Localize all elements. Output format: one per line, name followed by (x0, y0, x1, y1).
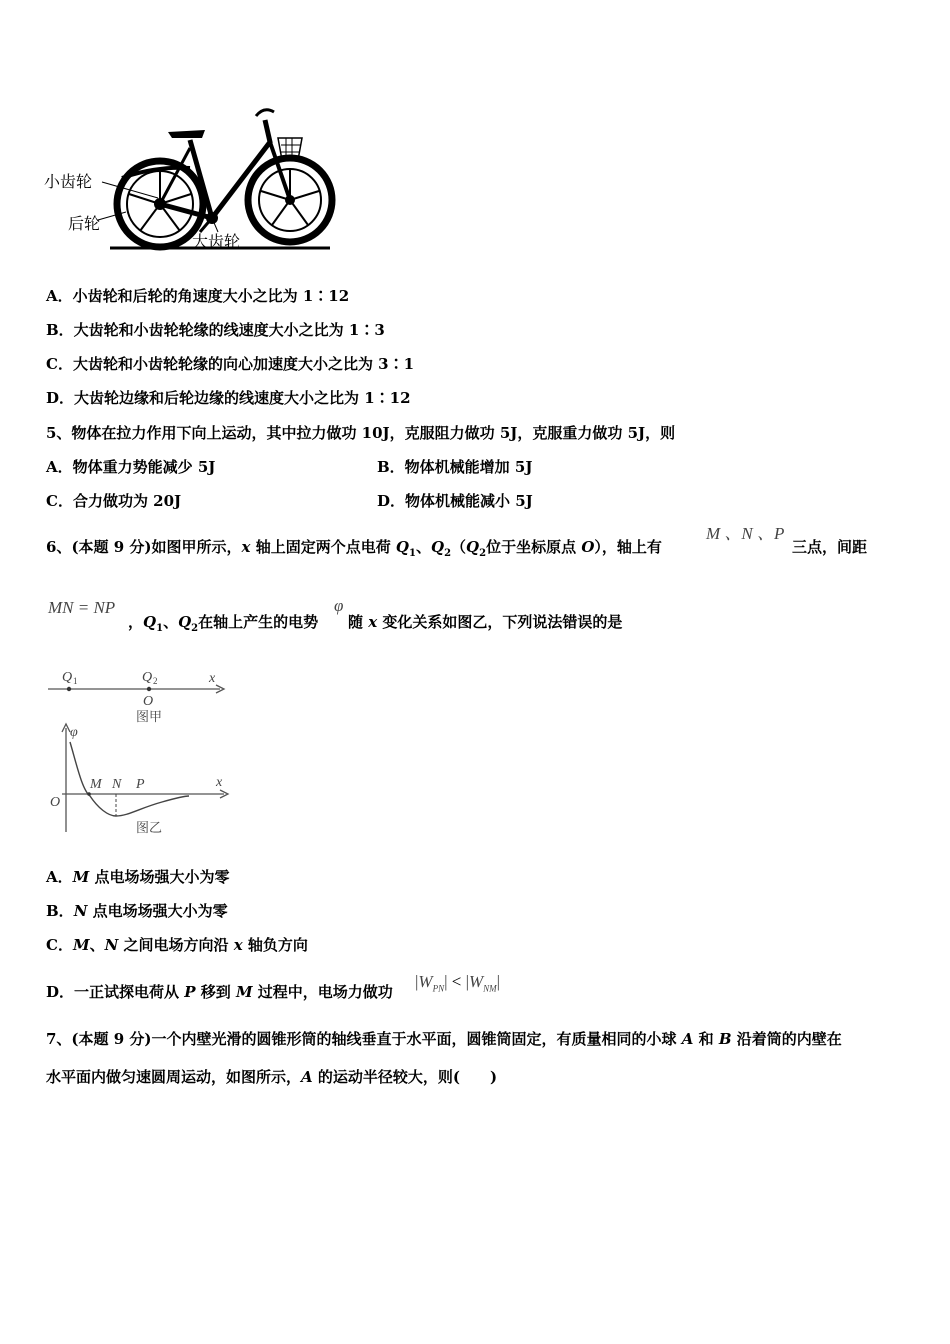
bike-frame-drawing (122, 110, 302, 232)
svg-text:O: O (50, 795, 61, 810)
q6-option-d[interactable]: D．一正试探电荷从 P 移到 M 过程中，电场力做功 (46, 983, 393, 1001)
q6-number: 6、 (46, 538, 72, 556)
svg-text:2: 2 (153, 676, 158, 686)
q5-stem: 5、物体在拉力作用下向上运动，其中拉力做功 10J，克服阻力做功 5J，克服重力做功 5J，则 (46, 424, 676, 442)
q6-option-a[interactable]: A．M 点电场场强大小为零 (46, 868, 230, 886)
q7-stem-line2: 水平面内做匀速圆周运动，如图所示，A 的运动半径较大，则( ) (46, 1068, 498, 1086)
charge-q1 (67, 687, 71, 691)
q4-option-c[interactable]: C．大齿轮和小齿轮轮缘的向心加速度大小之比为 3∶1 (46, 355, 415, 373)
label-big-gear: 大齿轮 (192, 232, 241, 251)
q5-option-a[interactable]: A．物体重力势能减少 5J (46, 458, 216, 476)
figure-yi (44, 720, 244, 840)
svg-text:M: M (90, 777, 102, 792)
label-rear-wheel: 后轮 (68, 214, 101, 233)
svg-text:φ: φ (70, 725, 78, 740)
charge-q2 (147, 687, 151, 691)
q4-option-d[interactable]: D．大齿轮边缘和后轮边缘的线速度大小之比为 1∶12 (46, 389, 411, 407)
svg-text:1: 1 (73, 676, 78, 686)
svg-text:O: O (143, 694, 154, 709)
q6-option-c[interactable]: C．M、N 之间电场方向沿 x 轴负方向 (46, 936, 308, 954)
q6-stem-line2-end: 随 x 变化关系如图乙，下列说法错误的是 (348, 613, 623, 631)
svg-text:x: x (209, 671, 216, 686)
q6-stem-line1: 6、(本题 9 分)如图甲所示，x 轴上固定两个点电荷 $Q_1$、$Q_2(Q_2$位于坐标原点 O），轴上有 (46, 538, 662, 559)
svg-text:N: N (112, 777, 122, 792)
q5-option-b[interactable]: B．物体机械能增加 5J (377, 458, 533, 476)
svg-text:Q: Q (142, 670, 153, 685)
q4-option-b[interactable]: B．大齿轮和小齿轮轮缘的线速度大小之比为 1∶3 (46, 321, 385, 339)
svg-text:图乙: 图乙 (136, 820, 163, 835)
q6-option-b[interactable]: B．N 点电场场强大小为零 (46, 902, 228, 920)
q6-mnp-formula: M 、N 、P (706, 524, 785, 543)
q6-mn-np-formula: MN = NP (48, 598, 116, 617)
svg-text:图甲: 图甲 (136, 709, 163, 724)
q5-option-c[interactable]: C．合力做功为 20J (46, 492, 182, 510)
figure-jia (44, 664, 244, 726)
svg-text:P: P (136, 777, 145, 792)
svg-text:Q: Q (62, 670, 73, 685)
label-small-gear: 小齿轮 (44, 172, 93, 191)
q7-stem-line1: 7、(本题 9 分)一个内壁光滑的圆锥形筒的轴线垂直于水平面，圆锥筒固定，有质量相同的小球 A 和 B 沿着筒的内壁在 (46, 1030, 842, 1048)
q6-phi-symbol: φ (334, 596, 344, 615)
q4-option-a[interactable]: A．小齿轮和后轮的角速度大小之比为 1∶12 (46, 287, 350, 305)
q6-tag: (本题 9 分)如图甲所示， (71, 538, 242, 556)
q6-option-d-formula: $|W_{PN}| < |W_{NM}|$ (415, 972, 501, 994)
svg-text:x: x (216, 775, 223, 790)
potential-curve (70, 742, 189, 816)
q5-option-d[interactable]: D．物体机械能减小 5J (377, 492, 533, 510)
q6-stem-line2: ，$Q_1$、$Q_2$在轴上产生的电势 (128, 613, 319, 634)
q6-stem-line1-end: 三点，间距 (792, 538, 868, 556)
